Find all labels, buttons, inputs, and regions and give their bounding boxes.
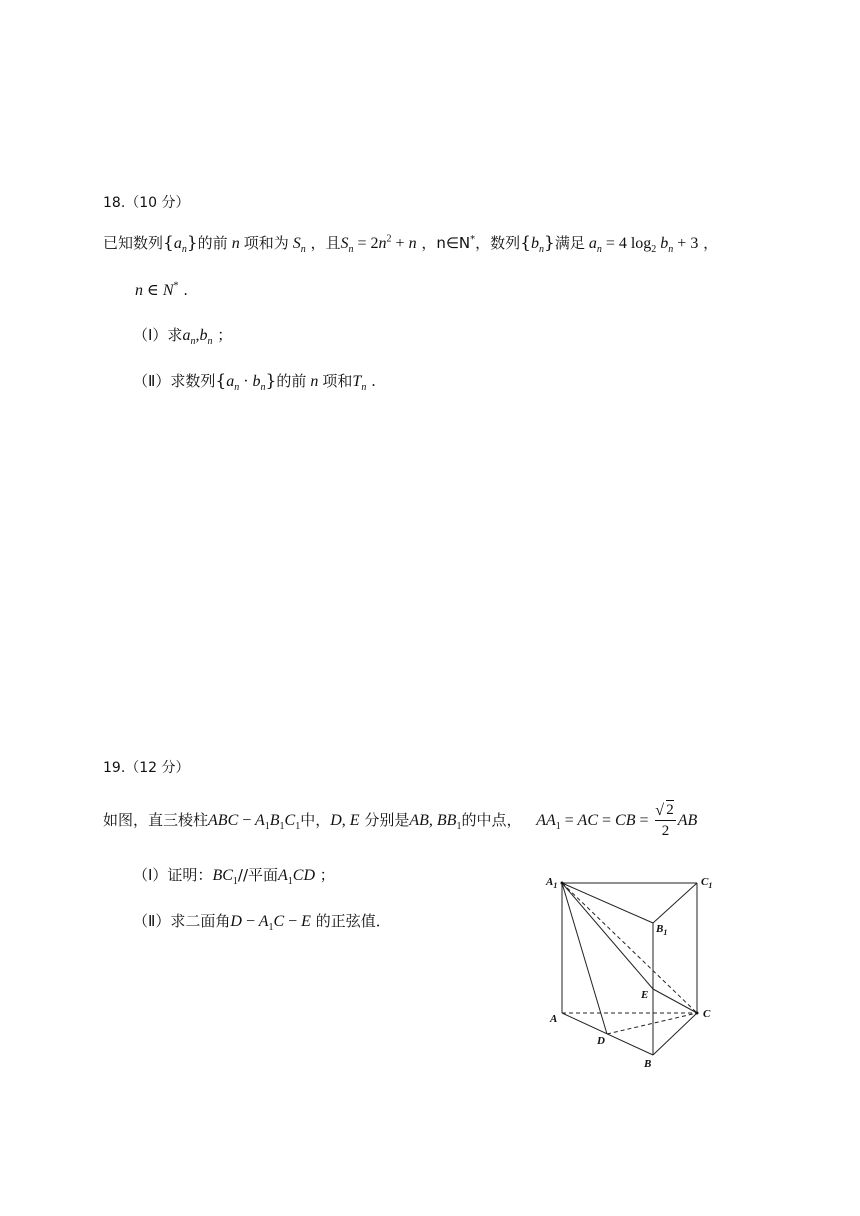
label-a: A: [550, 1013, 558, 1025]
segment-a1d: [562, 883, 607, 1034]
prism-figure: [540, 865, 730, 1075]
q18-part2: （Ⅱ）求数列$\{a_n \cdot b_n\}$的前 n 项和$T_n$ .: [133, 371, 376, 394]
q18-header: 18.（10 分）: [103, 195, 190, 211]
label-a1: $A_1$: [546, 876, 558, 890]
label-d: D: [597, 1035, 605, 1047]
q18-statement-line1: 已知数列$\{a_n\}$的前 n 项和为 $S_n$ ，且$S_n = 2n^2 + n$ ，n∈N*，数列$\{b_n\}$满足 $a_n = 4$ $\log_2 b_n + 3$ ，: [103, 233, 719, 256]
edge-bc: [653, 1013, 697, 1055]
segment-dc-hidden: [607, 1013, 697, 1034]
label-e: E: [641, 989, 649, 1001]
label-b1: $B_1$: [656, 923, 668, 937]
q19-header: 19.（12 分）: [103, 760, 190, 776]
segment-a1c-hidden: [562, 883, 697, 1013]
label-c: C: [703, 1008, 711, 1020]
q18-statement-line2: n ∈ N* .: [135, 280, 189, 299]
q19-statement: 如图，直三棱柱ABC − $A_1B_1C_1$中，D, E 分别是AB, $BB_1$的中点， $AA_1$ = AC = CB = √ $\frac{2}{2}$ AB: [103, 800, 697, 841]
label-b: B: [644, 1058, 652, 1070]
q19-part1: （Ⅰ）证明：$BC_1//$平面$A_1CD$ ；: [133, 866, 335, 888]
edge-a1b1: [562, 883, 653, 923]
label-c1: $C_1$: [701, 876, 713, 890]
edge-b1c1: [653, 883, 697, 923]
segment-a1e: [562, 883, 653, 989]
q19-part2: （Ⅱ）求二面角$D - A_1C - E$ 的正弦值．: [133, 912, 391, 934]
q18-part1: （Ⅰ）求$a_n,b_n$ ；: [133, 326, 233, 348]
segment-ec: [653, 989, 697, 1013]
